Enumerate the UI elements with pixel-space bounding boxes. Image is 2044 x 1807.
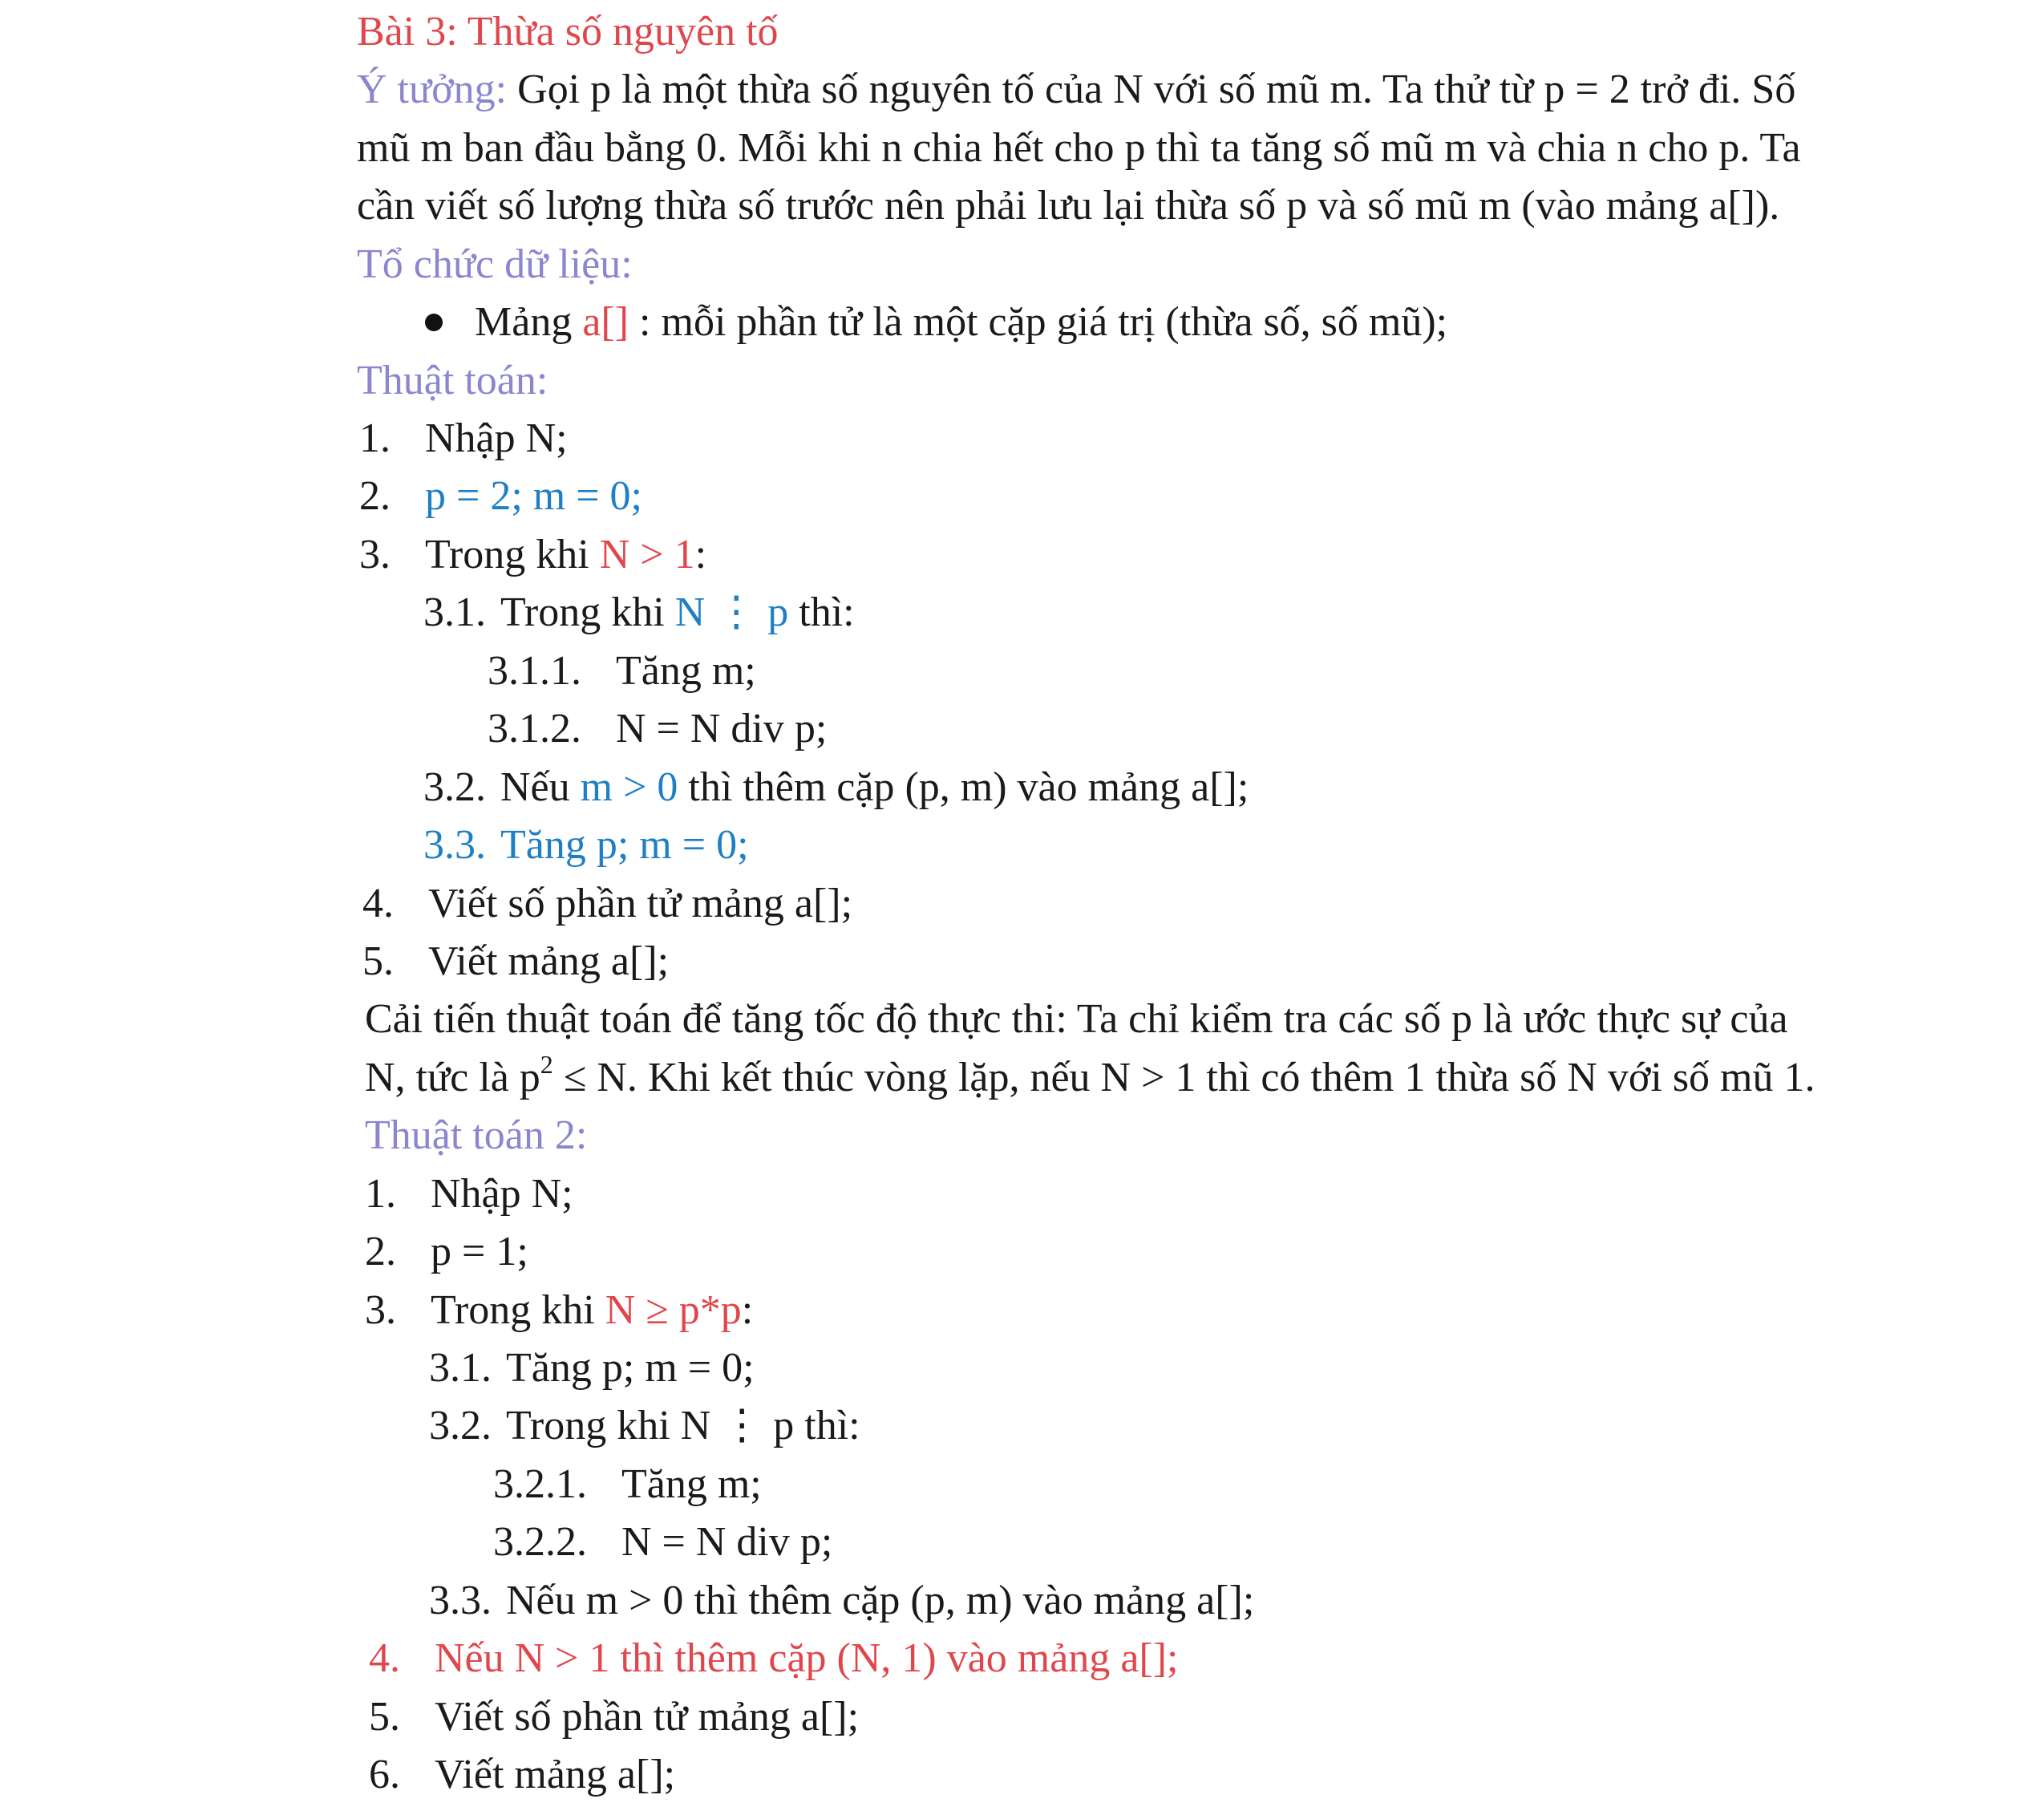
algo1-step-3: 3. Trong khi N > 1: [359, 532, 707, 577]
algo2-step-3-3: 3.3. Nếu m > 0 thì thêm cặp (p, m) vào mảng a[]; [429, 1578, 1255, 1623]
algo2-step-2: 2. p = 1; [365, 1229, 528, 1274]
data-org-label: Tổ chức dữ liệu: [357, 241, 633, 287]
algo1-step-3-2: 3.2. Nếu m > 0 thì thêm cặp (p, m) vào mảng a[]; [423, 764, 1249, 810]
idea-line-1 [357, 64, 1795, 115]
algo2-step-6: 6. Viết mảng a[]; [369, 1752, 676, 1797]
bullet-text-post: : mỗi phần tử là một cặp giá trị (thừa số, số mũ); [629, 299, 1448, 345]
idea-line-2: mũ m ban đầu bằng 0. Mỗi khi n chia hết cho p thì ta tăng số mũ m và chia n cho p. Ta [357, 125, 1801, 171]
bullet-text-pre: Mảng [475, 299, 583, 345]
algo2-step-5: 5. Viết số phần tử mảng a[]; [369, 1694, 860, 1740]
algo1-step-5: 5. Viết mảng a[]; [362, 938, 670, 984]
algo1-step-3-1: 3.1. Trong khi N ⋮ p thì: [423, 590, 855, 635]
algo2-step-3-1: 3.1. Tăng p; m = 0; [429, 1345, 755, 1391]
improve-line-1: Cải tiến thuật toán để tăng tốc độ thực thi: Ta chỉ kiểm tra các số p là ước thực sự của [365, 996, 1788, 1042]
data-org-bullet-item [425, 297, 1447, 348]
algo1-step-2: 2. p = 2; m = 0; [359, 473, 642, 519]
algo1-step-4: 4. Viết số phần tử mảng a[]; [362, 881, 853, 926]
algo2-step-3-2: 3.2. Trong khi N ⋮ p thì: [429, 1403, 860, 1448]
improve-line-2: N, tức là $p^2 \le N$. Khi kết thúc vòng lặp, nếu N > 1 thì có thêm 1 thừa số N với số mũ 1. [365, 1049, 1815, 1100]
algo2-label: Thuật toán 2: [365, 1112, 588, 1158]
algo1-step-3-3: 3.3. Tăng p; m = 0; [423, 822, 749, 868]
idea-label: Ý tưởng: [357, 67, 508, 112]
algo2-step-3: 3. Trong khi N ≥ p*p: [365, 1287, 754, 1333]
algo1-label: Thuật toán: [357, 358, 548, 403]
idea-line-3: cần viết số lượng thừa số trước nên phải lưu lại thừa số p và số mũ m (vào mảng a[]). [357, 183, 1780, 229]
idea-text-1: Gọi p là một thừa số nguyên tố của N với số mũ m. Ta thử từ p = 2 trở đi. Số [507, 67, 1796, 112]
bullet-array-name: a[] [582, 299, 629, 345]
algo1-step-3-1-1: 3.1.1. Tăng m; [488, 648, 756, 694]
bullet-dot-icon [425, 314, 443, 331]
algo2-step-3-2-2: 3.2.2. N = N div p; [493, 1519, 833, 1565]
algo1-step-1: 1. Nhập N; [359, 415, 568, 461]
exercise-title: Bài 3: Thừa số nguyên tố [357, 9, 779, 55]
algo1-step-3-1-2: 3.1.2. N = N div p; [488, 706, 828, 752]
algo2-step-1: 1. Nhập N; [365, 1171, 573, 1217]
algo2-step-3-2-1: 3.2.1. Tăng m; [493, 1461, 762, 1507]
algo2-step-4: 4. Nếu N > 1 thì thêm cặp (N, 1) vào mảng a[]; [369, 1635, 1179, 1681]
